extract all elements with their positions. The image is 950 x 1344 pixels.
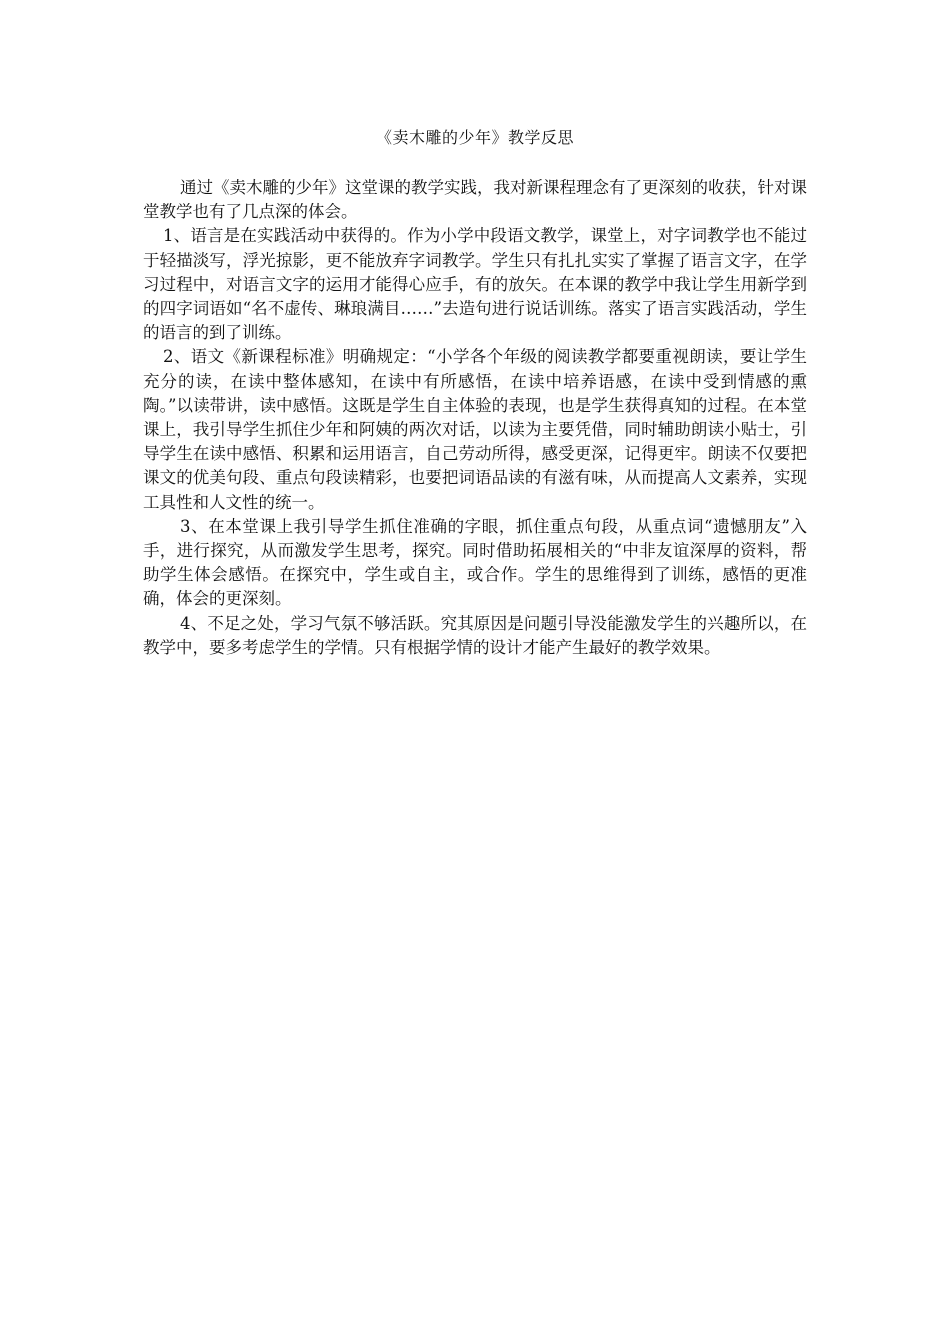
paragraph-point-2: 2、语文《新课程标准》明确规定：“小学各个年级的阅读教学都要重视朗读，要让学生充分的读，在读中整体感知，在读中有所感悟，在读中培养语感，在读中受到情感的熏陶。”以读带讲，读中感悟。这既是学生自主体验的表现，也是学生获得真知的过程。在本堂课上，我引导学生抓住少年和阿姨的两次对话，以读为主要凭借，同时辅助朗读小贴士，引导学生在读中感悟、积累和运用语言，自己劳动所得，感受更深，记得更牢。朗读不仅要把课文的优美句段、重点句段读精彩，也要把词语品读的有滋有味，从而提高人文素养，实现工具性和人文性的统一。 — [143, 347, 807, 512]
paragraph-point-3: 3、在本堂课上我引导学生抓住准确的字眼，抓住重点句段，从重点词“遗憾朋友”入手，进行探究，从而激发学生思考，探究。同时借助拓展相关的“中非友谊深厚的资料，帮助学生体会感悟。在探究中，学生或自主，或合作。学生的思维得到了训练，感悟的更准确，体会的更深刻。 — [143, 516, 807, 609]
paragraph-point-1: 1、语言是在实践活动中获得的。作为小学中段语文教学，课堂上，对字词教学也不能过于轻描淡写，浮光掠影，更不能放弃字词教学。学生只有扎扎实实了掌握了语言文字，在学习过程中，对语言文字的运用才能得心应手，有的放矢。在本课的教学中我让学生用新学到的四字词语如“名不虚传、琳琅满目……”去造句进行说话训练。落实了语言实践活动，学生的语言的到了训练。 — [143, 226, 807, 343]
paragraph-point-4: 4、不足之处，学习气氛不够活跃。究其原因是问题引导没能激发学生的兴趣所以，在教学中，要多考虑学生的学情。只有根据学情的设计才能产生最好的教学效果。 — [143, 613, 807, 657]
document-title: 《卖木雕的少年》教学反思 — [375, 128, 574, 147]
paragraph-intro: 通过《卖木雕的少年》这堂课的教学实践，我对新课程理念有了更深刻的收获，针对课堂教学也有了几点深的体会。 — [143, 178, 807, 222]
document-body — [143, 176, 807, 660]
